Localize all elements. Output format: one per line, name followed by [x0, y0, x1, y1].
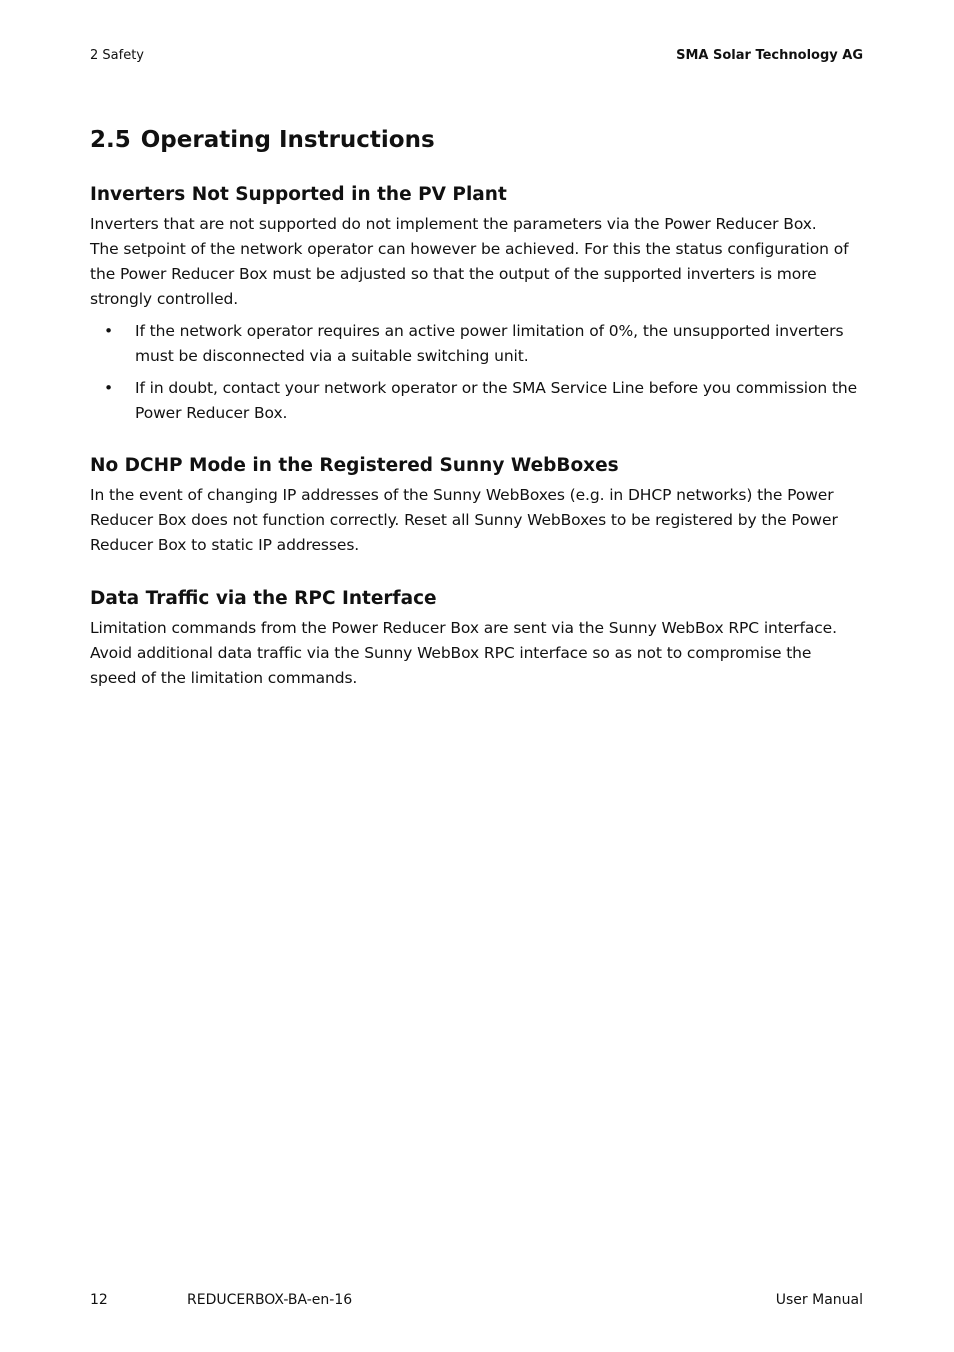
bullet-text: If the network operator requires an active power limitation of 0%, the unsupported inverters must be disconnected via a suitable switching unit. [135, 322, 844, 365]
subheading-rpc-interface: Data Traffic via the RPC Interface [90, 588, 437, 609]
page-header [90, 48, 863, 68]
block-no-dhcp-mode [90, 453, 862, 558]
header-company: SMA Solar Technology AG [676, 48, 863, 63]
subheading-unsupported-inverters: Inverters Not Supported in the PV Plant [90, 184, 507, 205]
header-chapter: 2 Safety [90, 48, 144, 63]
subheading-no-dhcp-mode: No DCHP Mode in the Registered Sunny WebBoxes [90, 455, 619, 476]
list-item [90, 319, 862, 369]
page-footer [90, 1292, 863, 1312]
bullet-list [90, 319, 862, 426]
section-number: 2.5 [90, 127, 131, 153]
paragraph-rpc-interface: Limitation commands from the Power Reducer Box are sent via the Sunny WebBox RPC interface. Avoid additional data traffic via the Sunny WebBox RPC interface so as not to compromise the speed of the limitation commands. [90, 619, 837, 687]
paragraph-unsupported-line-2: The setpoint of the network operator can however be achieved. For this the status configuration of the Power Reducer Box must be adjusted so that the output of the supported inverters is more strongly controlled. [90, 240, 849, 308]
paragraph-unsupported-line-1: Inverters that are not supported do not implement the parameters via the Power Reducer Box. [90, 215, 817, 233]
bullet-text: If in doubt, contact your network operator or the SMA Service Line before you commission the Power Reducer Box. [135, 379, 858, 422]
footer-doc-id: REDUCERBOX-BA-en-16 [187, 1292, 353, 1308]
section-title-text: Operating Instructions [140, 127, 435, 153]
bullet-dot: • [104, 322, 114, 340]
footer-doc-type: User Manual [775, 1292, 863, 1308]
section-title [90, 124, 862, 156]
block-unsupported-inverters [90, 182, 862, 426]
bullet-dot: • [104, 379, 114, 397]
main-content [90, 124, 862, 719]
footer-page-number: 12 [90, 1292, 108, 1308]
paragraph-no-dhcp-mode: In the event of changing IP addresses of the Sunny WebBoxes (e.g. in DHCP networks) the Power Reducer Box does not function correctly. Reset all Sunny WebBoxes to be registered by the Power Reducer Box to static IP addresses. [90, 486, 838, 554]
list-item [90, 376, 862, 426]
block-rpc-interface [90, 586, 862, 691]
